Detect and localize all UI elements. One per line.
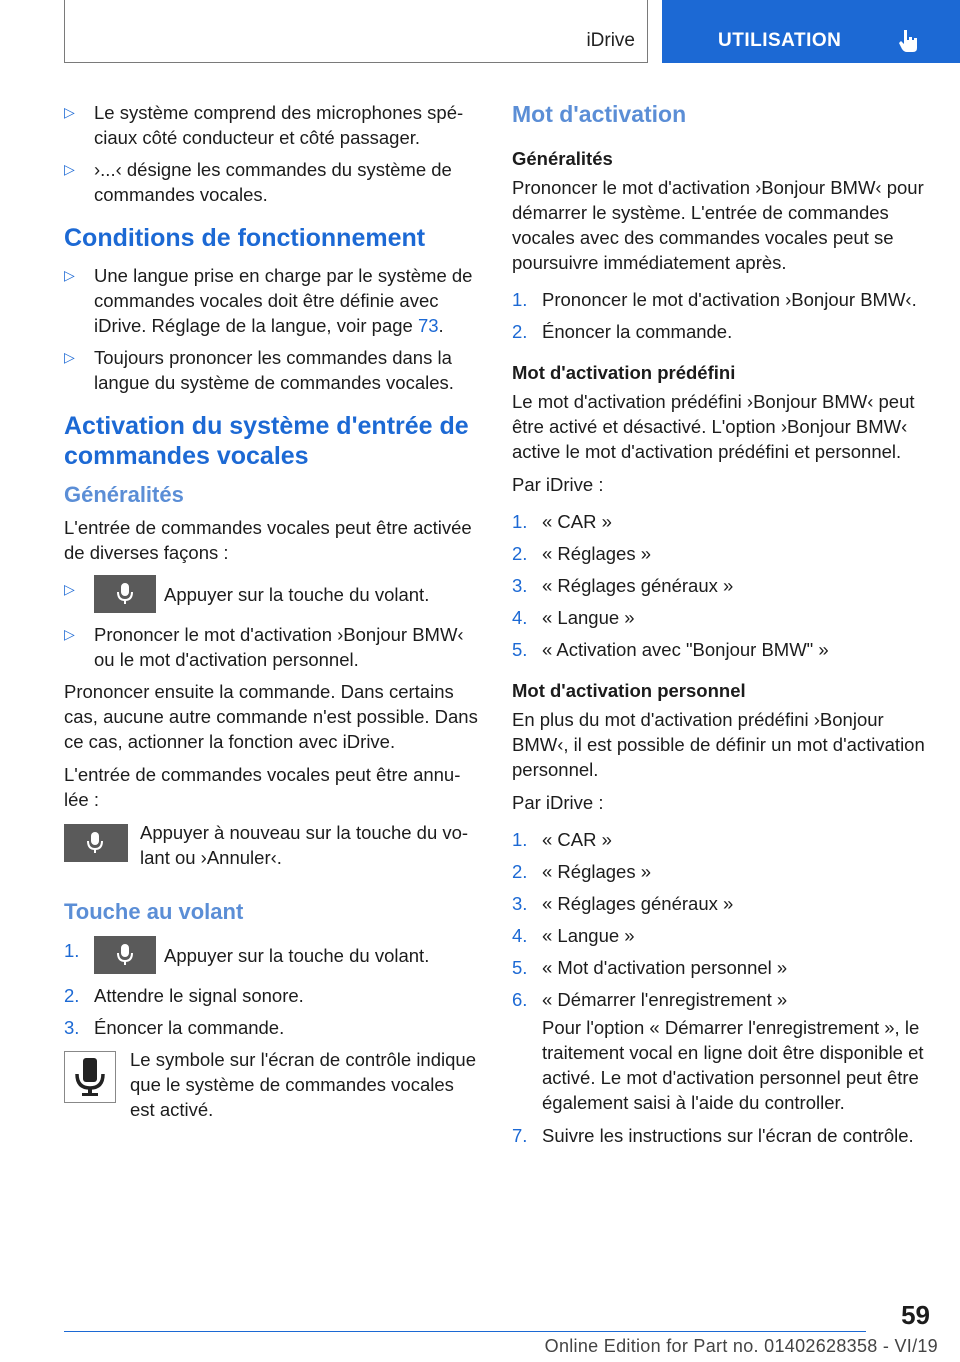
touche-steps-list [64, 938, 478, 1040]
list-item: 2. Attendre le signal sonore. [64, 985, 304, 1006]
heading-mot-activation: Mot d'activation [512, 101, 687, 127]
list-item: 5. « Activation avec "Bonjour BMW" » [512, 639, 829, 660]
perso-steps-list [512, 827, 932, 1012]
list-item: 1. « CAR » [512, 511, 612, 532]
list-item: 1. Prononcer le mot d'activation ›Bonjour BMW‹. [512, 289, 917, 310]
symbol-aside: Le symbole sur l'écran de contrôle indique que le système de commandes vocales est activé. [64, 1047, 478, 1122]
microphone-icon [116, 582, 134, 606]
list-item: ▷ Une langue prise en charge par le système de commandes vocales doit être définie avec iDrive. Réglage de la langue, voir page 73. [64, 265, 473, 336]
header-section-title: iDrive [586, 30, 635, 51]
triangle-bullet-icon: ▷ [64, 267, 75, 283]
paragraph: L'entrée de commandes vocales peut être annulée : [64, 764, 461, 810]
list-item: 1. « CAR » [512, 829, 612, 850]
list-item: ▷ Le système comprend des microphones spéciaux côté conducteur et côté passager. [64, 102, 464, 148]
list-item: 2. Énoncer la commande. [512, 321, 733, 342]
header-chapter-tab [662, 0, 960, 63]
triangle-bullet-icon: ▷ [64, 161, 75, 177]
predef-steps-list [512, 509, 932, 662]
perso-steps-list-end [512, 1123, 932, 1148]
page-link[interactable]: 73 [417, 315, 439, 336]
heading-generalites: Généralités [64, 482, 184, 507]
page-number: 59 [901, 1300, 930, 1330]
microphone-icon [116, 943, 134, 967]
intro-list [64, 100, 478, 207]
gen-steps-list [512, 287, 932, 344]
voice-active-symbol [64, 1051, 116, 1103]
paragraph: Prononcer ensuite la commande. Dans certains cas, aucune autre commande n'est possible. Dans ce cas, actionner la fonction avec iDrive. [64, 681, 478, 752]
left-column [64, 100, 478, 1130]
list-item: 7. Suivre les instructions sur l'écran de contrôle. [512, 1125, 914, 1146]
conditions-list [64, 263, 478, 395]
list-item: 2. « Réglages » [512, 543, 652, 564]
list-item: 2. « Réglages » [512, 861, 652, 882]
list-item: ▷ Appuyer sur la touche du volant. [64, 577, 478, 615]
heading-conditions: Conditions de fonctionnement [64, 224, 426, 252]
list-item: ▷ Toujours prononcer les commandes dans la langue du système de commandes vocales. [64, 347, 454, 393]
microphone-icon [86, 831, 104, 855]
heading-activation: Activation du système d'entrée de commandes vocales [64, 412, 469, 470]
list-item: 4. « Langue » [512, 925, 635, 946]
right-column [512, 100, 932, 1155]
hand-pointer-icon [898, 28, 920, 54]
cancel-aside: Appuyer à nouveau sur la touche du volant ou ›Annuler‹. [64, 820, 478, 870]
list-item: 3. « Réglages généraux » [512, 893, 734, 914]
list-item: ▷ ›...‹ désigne les commandes du système de commandes vocales. [64, 159, 452, 205]
heading-personnel: Mot d'activation personnel [512, 680, 746, 701]
steering-wheel-voice-button [94, 575, 156, 613]
header-section-box [64, 0, 648, 63]
footer-divider [64, 1331, 866, 1332]
list-item: 5. « Mot d'activation personnel » [512, 957, 788, 978]
header-chapter-title: UTILISATION [718, 30, 842, 51]
paragraph: Prononcer le mot d'activation ›Bonjour BMW‹ pour démarrer le système. L'entrée de commandes vocales avec des commandes vocales peut se poursuivre immédiatement après. [512, 177, 924, 273]
activation-methods-list [64, 577, 478, 672]
paragraph: En plus du mot d'activation prédéfini ›Bonjour BMW‹, il est possible de définir un mot d'activation personnel. [512, 709, 925, 780]
steering-wheel-voice-button [94, 936, 156, 974]
steering-wheel-voice-button [64, 824, 128, 862]
list-item: 3. Énoncer la commande. [64, 1017, 285, 1038]
heading-predefini: Mot d'activation prédéfini [512, 362, 736, 383]
paragraph: Par iDrive : [512, 474, 604, 495]
microphone-icon [73, 1056, 107, 1098]
triangle-bullet-icon: ▷ [64, 626, 75, 642]
recording-note: Pour l'option « Démarrer l'enregistrement », le traitement vocal en ligne doit être disponible et activé. Le mot d'activation personnel peut être également saisi à l'aide du controller. [542, 1017, 924, 1113]
footer-edition: Online Edition for Part no. 01402628358 - VI/19 [544, 1336, 938, 1356]
heading-touche-volant: Touche au volant [64, 899, 244, 924]
triangle-bullet-icon: ▷ [64, 349, 75, 365]
triangle-bullet-icon: ▷ [64, 104, 75, 120]
heading-generalites: Généralités [512, 148, 613, 169]
list-item: 1. Appuyer sur la touche du volant. [64, 938, 478, 976]
list-item: 3. « Réglages généraux » [512, 575, 734, 596]
list-item: 4. « Langue » [512, 607, 635, 628]
paragraph: Par iDrive : [512, 792, 604, 813]
paragraph: L'entrée de commandes vocales peut être activée de diverses façons : [64, 517, 472, 563]
paragraph: Le mot d'activation prédéfini ›Bonjour BMW‹ peut être activé et désactivé. L'option ›Bonjour BMW‹ active le mot d'activation prédéfini et personnel. [512, 391, 915, 462]
triangle-bullet-icon: ▷ [64, 581, 75, 597]
list-item: ▷ Prononcer le mot d'activation ›Bonjour BMW‹ ou le mot d'activation personnel. [64, 624, 464, 670]
list-item: 6. « Démarrer l'enregistrement » [512, 989, 788, 1010]
